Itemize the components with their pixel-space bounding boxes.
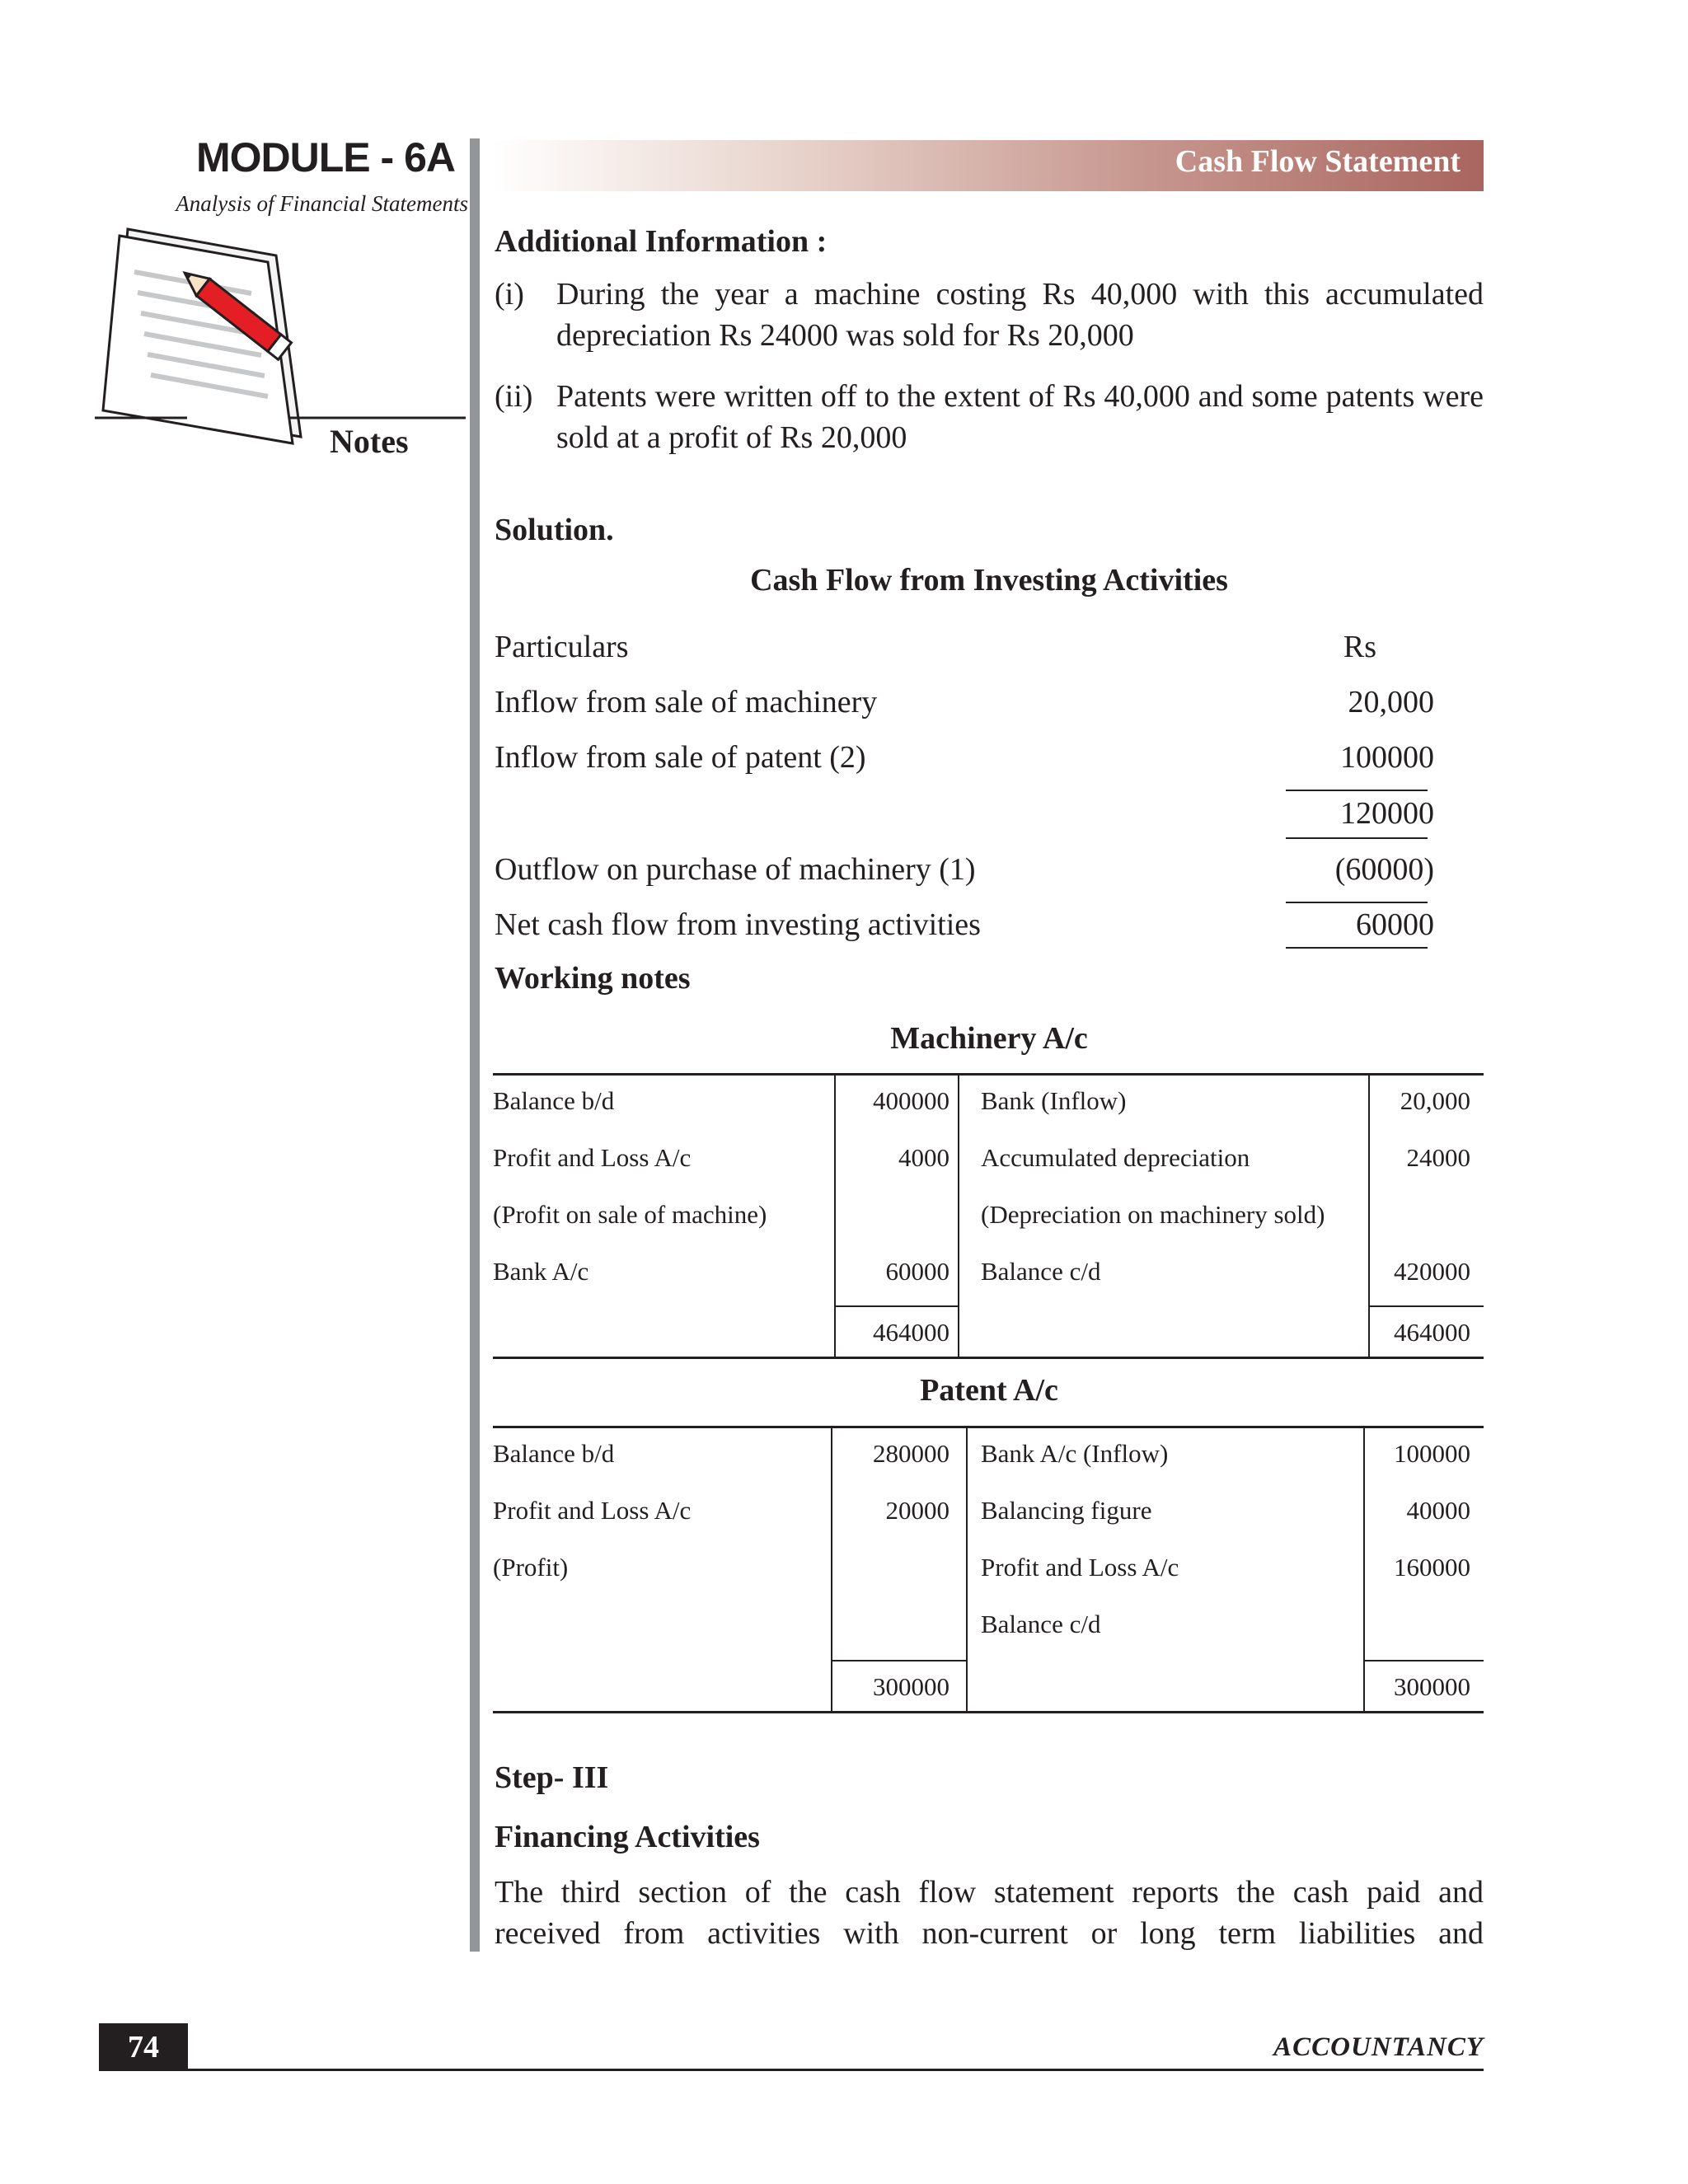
ledger-bottom-rule bbox=[493, 1357, 1484, 1359]
subtotal-rule bbox=[1286, 790, 1428, 791]
section-banner bbox=[491, 140, 1484, 191]
debit-particular: Balance b/d bbox=[493, 1439, 615, 1468]
credit-particular: Balancing figure bbox=[981, 1496, 1152, 1525]
module-title: MODULE - 6A bbox=[196, 134, 455, 180]
credit-amount: 160000 bbox=[1394, 1553, 1470, 1582]
cash-flow-label: Inflow from sale of patent (2) bbox=[495, 740, 866, 775]
cash-flow-row bbox=[495, 904, 1434, 945]
page-number: 74 bbox=[99, 2023, 188, 2071]
financing-paragraph-line: The third section of the cash flow statement reports the cash paid and bbox=[495, 1875, 1484, 1910]
ledger-total-rule bbox=[1363, 1660, 1484, 1661]
credit-amount: 24000 bbox=[1406, 1143, 1470, 1172]
credit-total: 300000 bbox=[1394, 1672, 1470, 1701]
credit-amount: 420000 bbox=[1394, 1257, 1470, 1286]
ledger-top-rule bbox=[493, 1073, 1484, 1076]
info-item-number: (i) bbox=[495, 277, 524, 312]
cash-flow-row bbox=[495, 849, 1434, 890]
credit-total: 464000 bbox=[1394, 1318, 1470, 1347]
particulars-header: Particulars bbox=[495, 630, 629, 664]
cash-flow-row bbox=[495, 793, 1434, 834]
ledger-total-rule bbox=[834, 1305, 959, 1307]
ledger-divider bbox=[966, 1426, 968, 1713]
notepad-pencil-icon bbox=[95, 223, 466, 457]
footer-rule bbox=[99, 2069, 1484, 2071]
debit-particular: Balance b/d bbox=[493, 1086, 615, 1115]
cash-flow-amount: 120000 bbox=[1340, 796, 1434, 831]
credit-particular: Bank A/c (Inflow) bbox=[981, 1439, 1169, 1468]
module-subtitle: Analysis of Financial Statements bbox=[176, 191, 468, 216]
info-item-number: (ii) bbox=[495, 379, 533, 414]
solution-heading: Solution. bbox=[495, 513, 614, 547]
info-item bbox=[495, 376, 1484, 458]
credit-amount: 20,000 bbox=[1400, 1086, 1470, 1115]
cash-flow-amount: 20,000 bbox=[1348, 685, 1434, 719]
financing-activities-heading: Financing Activities bbox=[495, 1820, 760, 1854]
credit-particular: Balance c/d bbox=[981, 1257, 1101, 1286]
cash-flow-amount: (60000) bbox=[1334, 852, 1434, 887]
subtotal-rule bbox=[1286, 837, 1428, 839]
cash-flow-label: Inflow from sale of machinery bbox=[495, 685, 878, 719]
step-heading: Step- III bbox=[495, 1760, 609, 1795]
cash-flow-label: Net cash flow from investing activities bbox=[495, 907, 981, 942]
debit-total: 300000 bbox=[873, 1672, 950, 1701]
machinery-ledger bbox=[493, 1073, 1484, 1360]
cash-flow-label: Outflow on purchase of machinery (1) bbox=[495, 852, 976, 887]
machinery-account-title: Machinery A/c bbox=[890, 1021, 1088, 1056]
debit-total: 464000 bbox=[873, 1318, 950, 1347]
debit-particular: (Profit on sale of machine) bbox=[493, 1200, 767, 1229]
working-notes-heading: Working notes bbox=[495, 961, 691, 996]
cash-flow-row bbox=[495, 682, 1434, 723]
ledger-divider bbox=[958, 1073, 959, 1359]
cash-flow-row bbox=[495, 737, 1434, 778]
total-rule bbox=[1286, 902, 1428, 903]
credit-amount: 100000 bbox=[1394, 1439, 1470, 1468]
credit-amount: 40000 bbox=[1406, 1496, 1470, 1525]
credit-particular: Bank (Inflow) bbox=[981, 1086, 1127, 1115]
debit-amount: 4000 bbox=[898, 1143, 950, 1172]
credit-particular: Profit and Loss A/c bbox=[981, 1553, 1179, 1582]
debit-amount: 60000 bbox=[885, 1257, 950, 1286]
cash-flow-amount: 100000 bbox=[1340, 740, 1434, 775]
credit-particular: (Depreciation on machinery sold) bbox=[981, 1200, 1325, 1229]
debit-particular: (Profit) bbox=[493, 1553, 569, 1582]
debit-particular: Bank A/c bbox=[493, 1257, 589, 1286]
cash-flow-header-row bbox=[495, 626, 1434, 668]
footer-subject: ACCOUNTANCY bbox=[1273, 2032, 1484, 2062]
ledger-total-rule bbox=[1368, 1305, 1484, 1307]
financing-paragraph-line: received from activities with non-current or long term liabilities and bbox=[495, 1916, 1484, 1951]
ledger-total-rule bbox=[831, 1660, 968, 1661]
debit-particular: Profit and Loss A/c bbox=[493, 1496, 692, 1525]
patent-ledger bbox=[493, 1426, 1484, 1714]
debit-amount: 20000 bbox=[885, 1496, 950, 1525]
debit-amount: 400000 bbox=[873, 1086, 950, 1115]
notes-label: Notes bbox=[330, 423, 409, 460]
patent-account-title: Patent A/c bbox=[920, 1373, 1058, 1408]
cash-flow-amount: 60000 bbox=[1356, 907, 1434, 942]
ledger-top-rule bbox=[493, 1426, 1484, 1428]
credit-particular: Accumulated depreciation bbox=[981, 1143, 1250, 1172]
total-rule bbox=[1286, 947, 1428, 949]
margin-divider bbox=[470, 138, 480, 1952]
debit-particular: Profit and Loss A/c bbox=[493, 1143, 692, 1172]
debit-amount: 280000 bbox=[873, 1439, 950, 1468]
info-item-text: During the year a machine costing Rs 40,000 with this accumulated depreciation Rs 24000 was sold for Rs 20,000 bbox=[556, 277, 1484, 353]
ledger-bottom-rule bbox=[493, 1711, 1484, 1713]
info-item-text: Patents were written off to the extent of Rs 40,000 and some patents were sold at a profit of Rs 20,000 bbox=[556, 379, 1484, 455]
info-item bbox=[495, 274, 1484, 356]
amount-header: Rs bbox=[1343, 630, 1377, 664]
credit-particular: Balance c/d bbox=[981, 1610, 1101, 1638]
banner-title: Cash Flow Statement bbox=[1175, 144, 1461, 179]
additional-info-heading: Additional Information : bbox=[495, 224, 828, 259]
cash-flow-table-title: Cash Flow from Investing Activities bbox=[750, 563, 1228, 598]
